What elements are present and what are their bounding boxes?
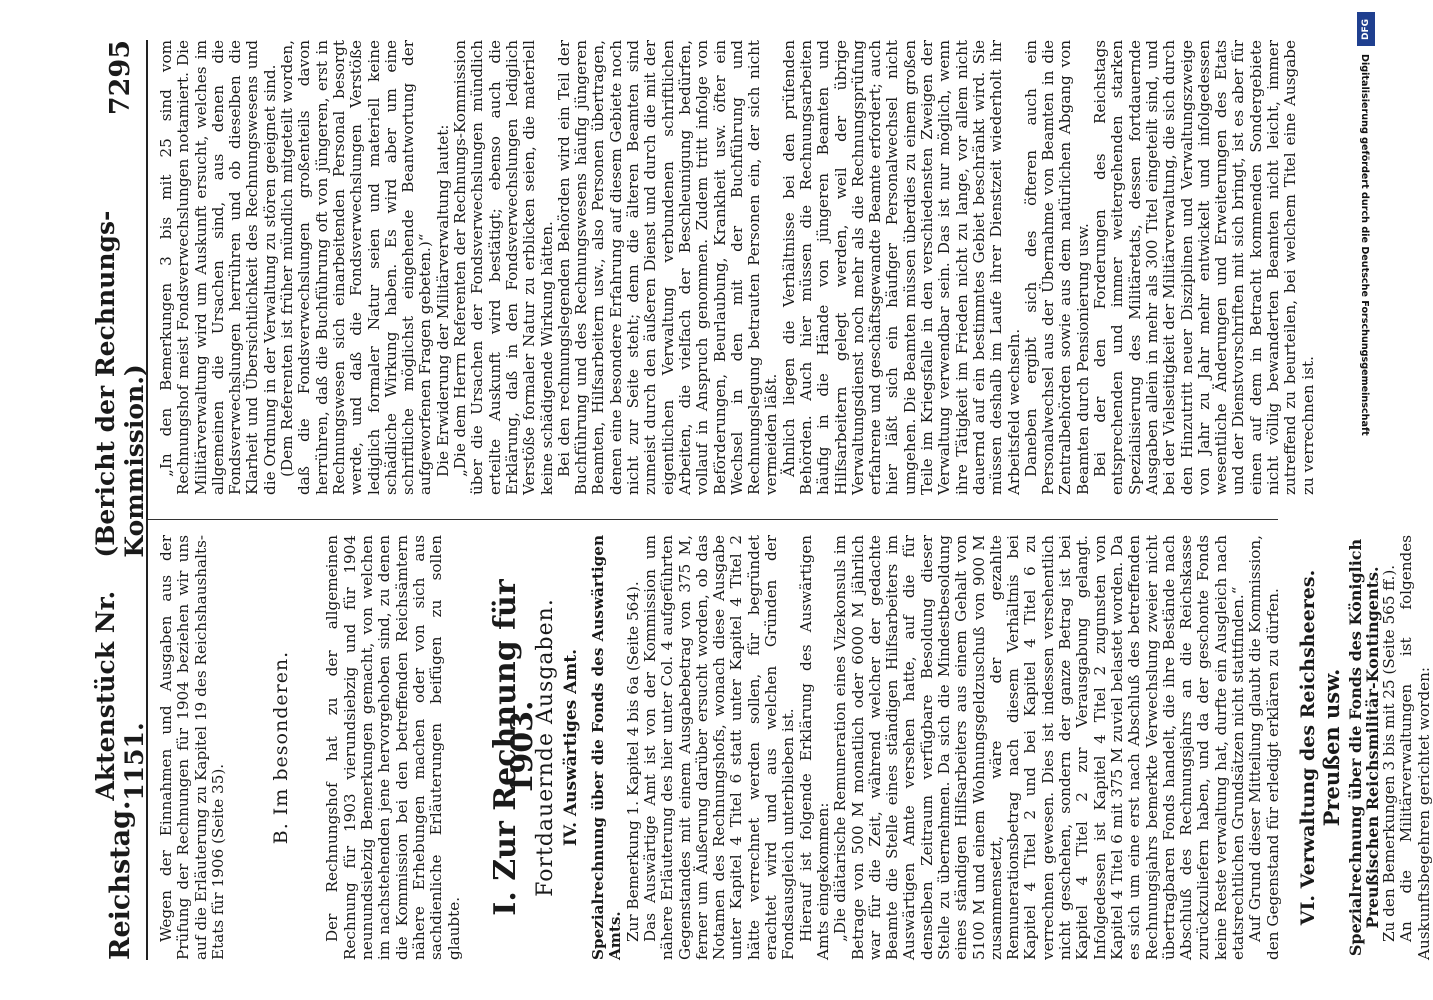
page-number: 7295 <box>104 40 136 116</box>
digitization-footer <box>1345 0 1383 1000</box>
heading-reichsheer: VI. Verwaltung des Reichsheeres. <box>1296 569 1319 926</box>
right-paragraph-1: „In den Bemerkungen 3 bis mit 25 sind vom Rechnungshof meist Fondsverwechslungen notamiert. Die Militärverwaltung wird um Auskunft ersucht, welches im allgemeinen die Ursachen sind, aus denen die Fondsverwechslungen herrühren und ob dieselben die Klarheit und Übersichtlichkeit des Rechnungswesens und die Ordnung in der Verwaltung zu stören geeignet sind. <box>157 40 279 495</box>
right-paragraph-6: Ähnlich liegen die Verhältnisse bei den prüfenden Behörden. Auch hier müssen die Rechnungsarbeiten häufig in die Hände von jüngeren Beamten und Hilfsarbeitern gelegt werden, weil der übrige Verwaltungsdienst noch mehr als die Rechnungsprüfung erfahrene und geschäftsgewandte Beamte erfordert; auch hier läßt sich ein häufiger Personalwechsel nicht umgehen. Die Beamten müssen überdies zu einem großen Teile im Kriegsfalle in den verschiedensten Zweigen der Verwaltung verwendbar sein. Das ist nur möglich, wenn ihre Tätigkeit im Frieden nicht zu lange, vor allem nicht dauernd auf ein bestimmtes Gebiet beschränkt wird. Sie müssen deshalb im Laufe ihrer Dienstzeit wiederholt ihr Arbeitsfeld wechseln. <box>779 40 1023 495</box>
dfg-credit-text: Digitalisierung gefördert durch die Deutsche Forschungsgemeinschaft <box>1359 54 1370 436</box>
header-reichstag: Reichstag. <box>104 800 136 960</box>
dfg-logo: DFG <box>1357 12 1375 46</box>
right-column <box>158 40 1317 495</box>
section-b-paragraph: Der Rechnungshof hat zu der allgemeinen Rechnung für 1903 vierundsiebzig und für 1904 neunundsiebzig Bemerkungen gemacht, von welchen im nachstehenden jene hervorgehoben sind, zu denen die Kommission bei den betreffenden Reichsämtern nähere Erhebungen machen oder von sich aus sachdienliche Erläuterungen beifügen zu sollen glaubte. <box>323 535 463 960</box>
right-paragraph-3: Die Erwiderung der Militärverwaltung lautet: <box>433 124 452 477</box>
quote-paragraph: „Die diätarische Remuneration eines Vizekonsuls im Betrage von 500 M monatlich oder 6000 M jährlich war für die Zeit, während welcher der gedachte Beamte die Stelle eines ständigen Hilfsarbeiters im Auswärtigen Amte versehen hatte, auf die für denselben Zeitraum verfügbare Besoldung dieser Stelle zu übernehmen. Da sich die Mindestbesoldung eines ständigen Hilfsarbeiters aus einem Gehalt von 5100 M und einem Wohnungsgeldzuschuß von 900 M zusammensetzt, wäre der gezahlte Remunerationsbetrag nach diesem Verhältnis bei Kapitel 4 Titel 2 und bei Kapitel 4 Titel 6 zu verrechnen gewesen. Dies ist indessen versehentlich nicht geschehen, sondern der ganze Betrag ist bei Kapitel 4 Titel 2 zur Verausgabung gelangt. Infolgedessen ist Kapitel 4 Titel 2 zugunsten von Kapitel 4 Titel 6 mit 375 M zuviel belastet worden. Da es sich um eine erst nach Abschluß des betreffenden Rechnungsjahrs bemerkte Verwechslung zweier nicht übertragbaren Fonds handelt, die ihre Bestände nach Abschluß des Rechnungsjahrs an die Reichskasse zurückzuliefern haben, und da der geschonte Fonds keine Reste verwaltung hat, durfte ein Ausgleich nach etatsrechtlichen Grundsätzen nicht stattfinden.“ <box>831 535 1248 960</box>
paragraph-auswaertiges-amt: Das Auswärtige Amt ist von der Kommission um nähere Erläuterung des hier unter Col. 4 aufgeführten Gegenstandes mit einem Ausgabebetrag von 375 M, ferner um Äußerung darüber ersucht worden, ob das Notamen des Rechnungshofs, wonach diese Ausgabe unter Kapitel 4 Titel 6 statt unter Kapitel 4 Titel 2 hätte verrechnet werden sollen, für begründet erachtet wird und aus welchen Gründen der Fondsausgleich unterblieben ist. <box>640 535 798 960</box>
section-b-heading: B. Im besonderen. <box>270 650 293 845</box>
bemerkungen-3-25: Zu den Bemerkungen 3 bis mit 25 (Seite 565 ff.). <box>1380 564 1399 942</box>
page-header <box>91 40 149 960</box>
right-paragraph-8: Bei der den Forderungen des Reichstags entsprechenden und immer weitergehenden starken Spezialisierung des Militäretats, dessen fortdauernde Ausgaben allein in mehr als 300 Titel eingeteilt sind, und bei der Vielseitigkeit der Militärverwaltung, die sich durch den Hinzutritt neuer Disziplinen und Verwaltungszweige von Jahr zu Jahr mehr entwickelt und infolgedessen wesentliche Änderungen und Erweiterungen des Etats und der Dienstvorschriften mit sich bringt, ist es aber für einen auf dem in Betracht kommenden Sondergebiete nicht völlig bewanderten Beamten nicht leicht, immer zutreffend zu beurteilen, bei welchem Titel eine Ausgabe zu verrechnen ist. <box>1091 40 1317 495</box>
heading-fortdauernde: Fortdauernde Ausgaben. <box>533 598 559 897</box>
intro-paragraph: Wegen der Einnahmen und Ausgaben aus der Prüfung der Rechnungen für 1904 beziehen wir uns auf die Erläuterung zu Kapitel 19 des Reichshaushalts-Etats für 1906 (Seite 35). <box>157 535 227 960</box>
paragraph-hierauf: Hierauf ist folgende Erklärung des Auswärtigen Amts eingekommen: <box>796 535 832 960</box>
document-page <box>48 0 1433 1000</box>
right-paragraph-7: Daneben ergibt sich des öfteren auch ein Personalwechsel aus der Übernahme von Beamten in die Zentralbehörden sowie aus dem natürlichen Abgang von Beamten durch Pensionierung usw. <box>1021 40 1092 495</box>
right-paragraph-2: (Dem Referenten ist früher mündlich mitgeteilt worden, daß die Fondsverwechslungen großenteils davon herrühren, daß die Buchführung oft von jüngeren, erst in Rechnungswesen sich einarbeitenden Personal besorgt werde, und daß die Fondsverwechslungen Verstöße lediglich formaler Natur seien und materiell keine schädliche Wirkung haben. Es wird aber um eine schriftliche möglichst eingehende Beantwortung der aufgeworfenen Fragen gebeten.)“ <box>278 40 435 495</box>
left-column <box>158 535 1433 960</box>
right-paragraph-4: „Die dem Herrn Referenten der Rechnungs-Kommission über die Ursachen der Fondsverwechslungen mündlich erteilte Auskunft wird bestätigt; ebenso auch die Erklärung, daß in den Fondsverwechslungen lediglich Verstöße formaler Natur zu erblicken seien, die materiell keine schädigende Wirkung hätten. <box>451 40 556 495</box>
heading-spezialrechnung: Spezialrechnung über die Fonds des Auswärtigen Amts. <box>589 535 625 960</box>
heading-auswaertiges-amt: IV. Auswärtiges Amt. <box>560 648 581 847</box>
heading-rechnung-1903: I. Zur Rechnung für 1903. <box>487 579 541 916</box>
heading-preussen: Preußen usw. <box>1319 668 1345 827</box>
header-bericht: (Bericht der Rechnungs-Kommission.) <box>91 210 149 558</box>
bemerkung-1: Zur Bemerkung 1. Kapitel 4 bis 6a (Seite 564). <box>623 581 642 942</box>
paragraph-auf-grund: Auf Grund dieser Mitteilung glaubt die Kommission, den Gegenstand für erledigt erklären zu dürfen. <box>1246 535 1282 960</box>
heading-spezialrechnung-kontingent: Spezialrechnung über die Fonds des Königlich Preußischen Reichsmilitär-Kontingents. <box>1345 538 1382 957</box>
right-paragraph-5: Bei den rechnungslegenden Behörden wird ein Teil der Buchführung und des Rechnungswesens häufig jüngeren Beamten, Hilfsarbeitern usw., also Personen übertragen, denen eine besondere Erfahrung auf diesem Gebiete noch nicht zur Seite steht; denn die älteren Beamten sind zumeist durch den äußeren Dienst und durch die mit der eigentlichen Verwaltung verbundenen schriftlichen Arbeiten, die vielfach der Beschleunigung bedürfen, vollauf in Anspruch genommen. Zudem tritt infolge von Beförderungen, Beurlaubung, Krankheit usw. öfter ein Wechsel in den mit der Buchführung und Rechnungslegung betrauten Personen ein, der sich nicht vermeiden läßt. <box>554 40 781 495</box>
paragraph-militaerverwaltung: An die Militärverwaltungen ist folgendes Auskunftsbegehren gerichtet worden: <box>1397 535 1433 960</box>
header-rule <box>146 40 148 960</box>
column-divider <box>148 519 1278 520</box>
header-aktenstueck: Aktenstück Nr. 1151. <box>91 590 149 801</box>
